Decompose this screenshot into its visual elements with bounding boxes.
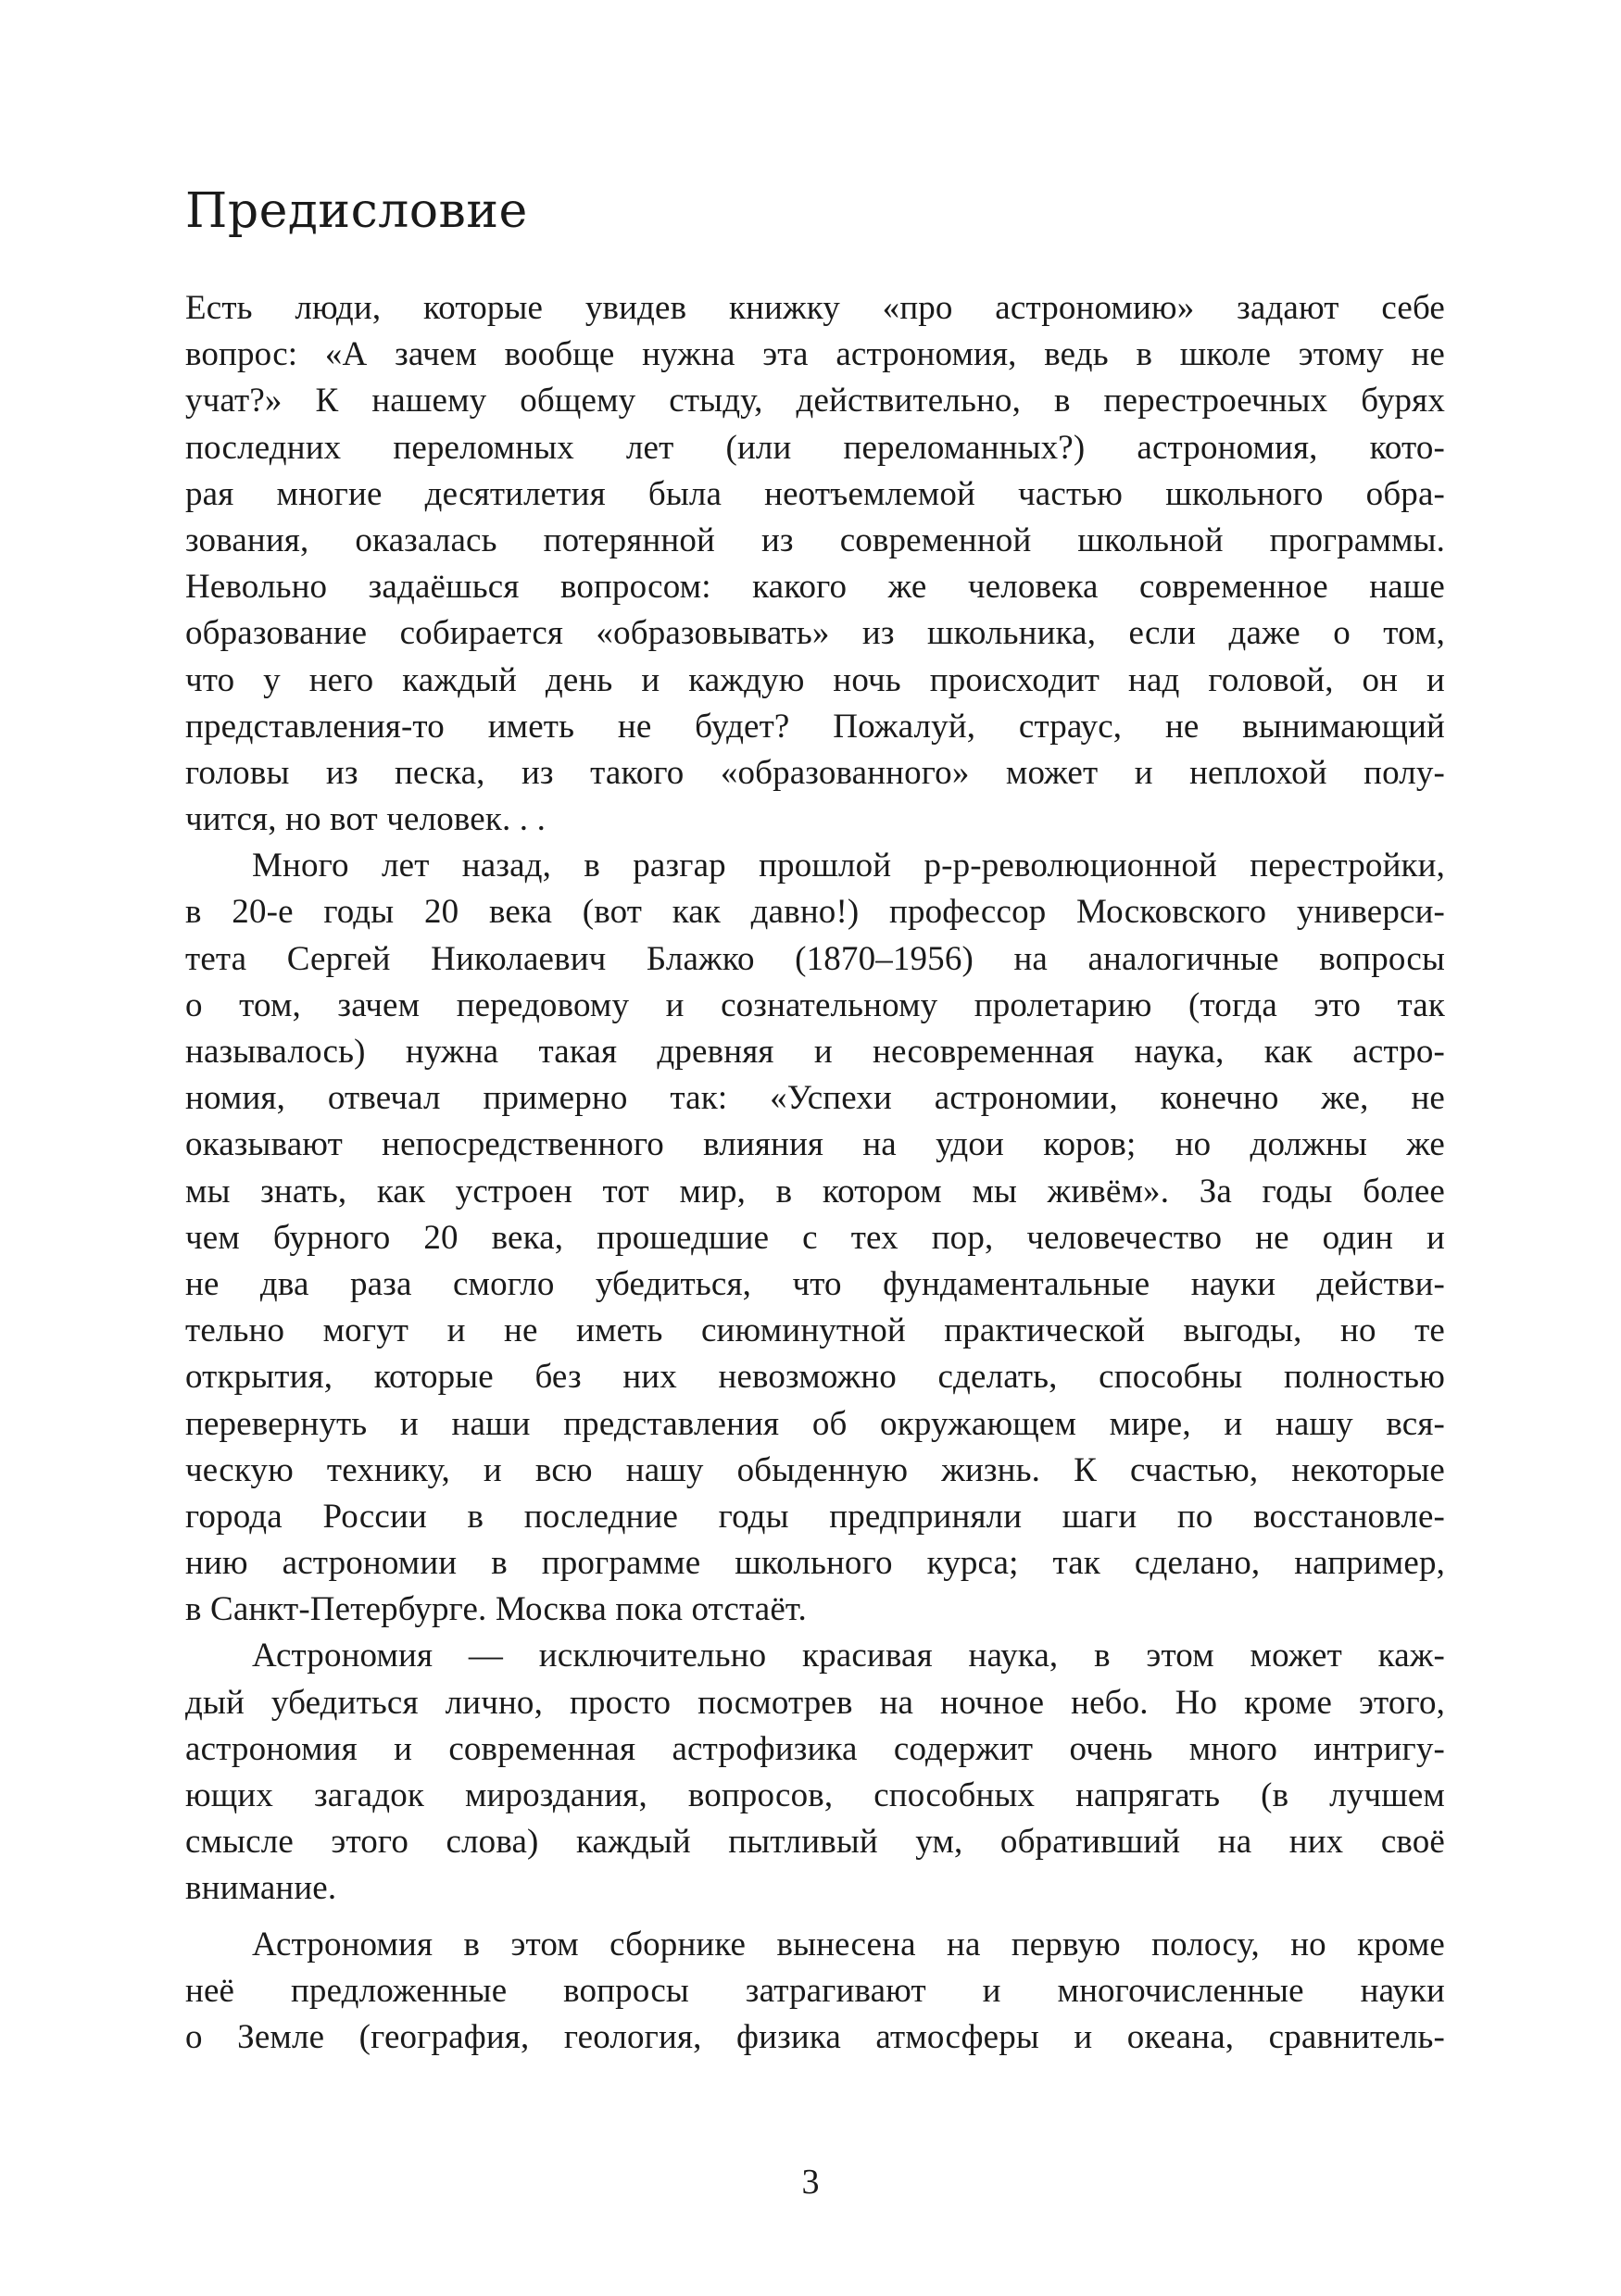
text-line: зования, оказалась потерянной из современной школьной программы.: [185, 521, 1445, 559]
text-line: перевернуть и наши представления об окружающем мире, и нашу вся-: [185, 1404, 1445, 1443]
text-line: последних переломных лет (или переломанных?) астрономия, кото-: [185, 428, 1445, 467]
text-line: головы из песка, из такого «образованного» может и неплохой полу-: [185, 753, 1445, 792]
paragraph: [185, 843, 1445, 1633]
text-line: астрономия и современная астрофизика содержит очень много интригу-: [185, 1729, 1445, 1768]
paragraph: [185, 1633, 1445, 1912]
text-line: номия, отвечал примерно так: «Успехи астрономии, конечно же, не: [185, 1079, 1445, 1118]
text-line: дый убедиться лично, просто посмотрев на ночное небо. Но кроме этого,: [185, 1683, 1445, 1722]
text-line: тета Сергей Николаевич Блажко (1870–1956) на аналогичные вопросы: [185, 939, 1445, 978]
text-line: открытия, которые без них невозможно сделать, способны полностью: [185, 1358, 1445, 1397]
text-line: образование собирается «образовывать» из школьника, если даже о том,: [185, 614, 1445, 653]
text-line: Есть люди, которые увидев книжку «про астрономию» задают себе: [185, 289, 1445, 327]
paragraph: [185, 285, 1445, 843]
paragraph: [185, 1922, 1445, 2062]
text-line: в 20-е годы 20 века (вот как давно!) профессор Московского универси-: [185, 893, 1445, 932]
text-line: мы знать, как устроен тот мир, в котором мы живём». За годы более: [185, 1172, 1445, 1211]
text-line: Астрономия — исключительно красивая наука, в этом может каж-: [252, 1637, 1445, 1675]
text-line: учат?» К нашему общему стыду, действительно, в перестроечных бурях: [185, 382, 1445, 420]
text-line: называлось) нужна такая древняя и несовременная наука, как астро-: [185, 1033, 1445, 1071]
text-line: Много лет назад, в разгар прошлой р-р-революционной перестройки,: [252, 847, 1445, 885]
text-line: вопрос: «А зачем вообще нужна эта астрономия, ведь в школе этому не: [185, 335, 1445, 374]
page-number: 3: [801, 2163, 820, 2202]
text-line: о Земле (география, геология, физика атмосферы и океана, сравнитель-: [185, 2017, 1445, 2056]
text-line: чится, но вот человек. . .: [185, 800, 546, 839]
text-line: в Санкт-Петербурге. Москва пока отстаёт.: [185, 1590, 807, 1629]
text-line: тельно могут и не иметь сиюминутной практической выгоды, но те: [185, 1311, 1445, 1350]
paragraph-gap: [185, 1913, 1445, 1922]
text-line: не два раза смогло убедиться, что фундаментальные науки действи-: [185, 1264, 1445, 1303]
text-line: что у него каждый день и каждую ночь происходит над головой, он и: [185, 660, 1445, 699]
text-line: рая многие десятилетия была неотъемлемой частью школьного обра-: [185, 474, 1445, 513]
text-line: внимание.: [185, 1869, 337, 1908]
text-line: города России в последние годы предприняли шаги по восстановле-: [185, 1497, 1445, 1536]
text-line: о том, зачем передовому и сознательному пролетарию (тогда это так: [185, 985, 1445, 1024]
text-line: нию астрономии в программе школьного курса; так сделано, например,: [185, 1544, 1445, 1583]
text-line: смысле этого слова) каждый пытливый ум, обративший на них своё: [185, 1823, 1445, 1862]
text-line: Астрономия в этом сборнике вынесена на первую полосу, но кроме: [252, 1925, 1445, 1964]
text-line: неё предложенные вопросы затрагивают и многочисленные науки: [185, 1971, 1445, 2010]
body-text: [185, 285, 1445, 2061]
text-line: ющих загадок мироздания, вопросов, способных напрягать (в лучшем: [185, 1776, 1445, 1814]
page-title: Предисловие: [185, 183, 528, 239]
text-line: оказывают непосредственного влияния на удои коров; но должны же: [185, 1125, 1445, 1164]
text-line: ческую технику, и всю нашу обыденную жизнь. К счастью, некоторые: [185, 1450, 1445, 1489]
text-line: чем бурного 20 века, прошедшие с тех пор, человечество не один и: [185, 1218, 1445, 1257]
text-line: представления-то иметь не будет? Пожалуй, страус, не вынимающий: [185, 707, 1445, 746]
text-line: Невольно задаёшься вопросом: какого же человека современное наше: [185, 568, 1445, 607]
